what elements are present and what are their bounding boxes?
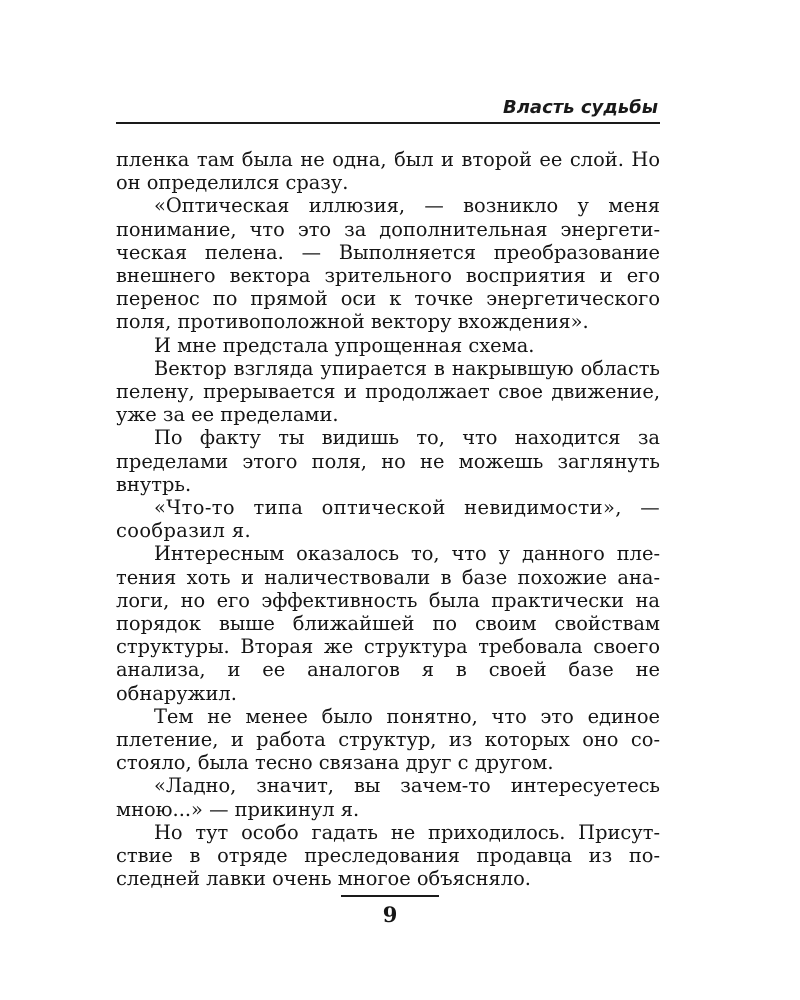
paragraph: Вектор взгляда упирается в накрывшую область пелену, прерывается и продолжает свое движение, уже за ее пределами.	[116, 356, 660, 427]
paragraph: Но тут особо гадать не приходилось. Присутствие в отряде преследования продавца из последней лавки очень многое объясняло.	[116, 820, 660, 891]
running-header-title: Власть судьбы	[503, 97, 658, 118]
paragraph: «Оптическая иллюзия, — возникло у меня понимание, что это за дополнительная энергетическая пелена. — Выполняется преобразование внешнего вектора зрительного восприятия и его перенос по прямой оси к точке энергетического поля, противоположной вектору вхождения».	[116, 194, 660, 334]
paragraph: По факту ты видишь то, что находится за пределами этого поля, но не можешь заглянуть внутрь.	[116, 426, 660, 496]
body-text	[116, 148, 660, 891]
paragraph: Интересным оказалось то, что у данного плетения хоть и наличествовали в базе похожие аналоги, но его эффективность была практически на порядок выше ближайшей по своим свойствам структуры. Вторая же структура требовала своего анализа, и ее аналогов я в своей базе не обнаружил.	[116, 542, 660, 705]
paragraph: «Что-то типа оптической невидимости», — сообразил я.	[116, 496, 660, 543]
paragraph: «Ладно, значит, вы зачем-то интересуетесь мною...» — прикинул я.	[116, 774, 660, 821]
paragraph: пленка там была не одна, был и второй ее слой. Но он определился сразу.	[116, 148, 660, 195]
running-header	[116, 96, 660, 124]
paragraph: И мне предстала упрощенная схема.	[154, 333, 535, 357]
footer-rule	[341, 895, 439, 897]
paragraph: Тем не менее было понятно, что это единое плетение, и работа структур, из которых оно состояло, была тесно связана друг с другом.	[116, 704, 660, 775]
page-number: 9	[382, 902, 398, 927]
